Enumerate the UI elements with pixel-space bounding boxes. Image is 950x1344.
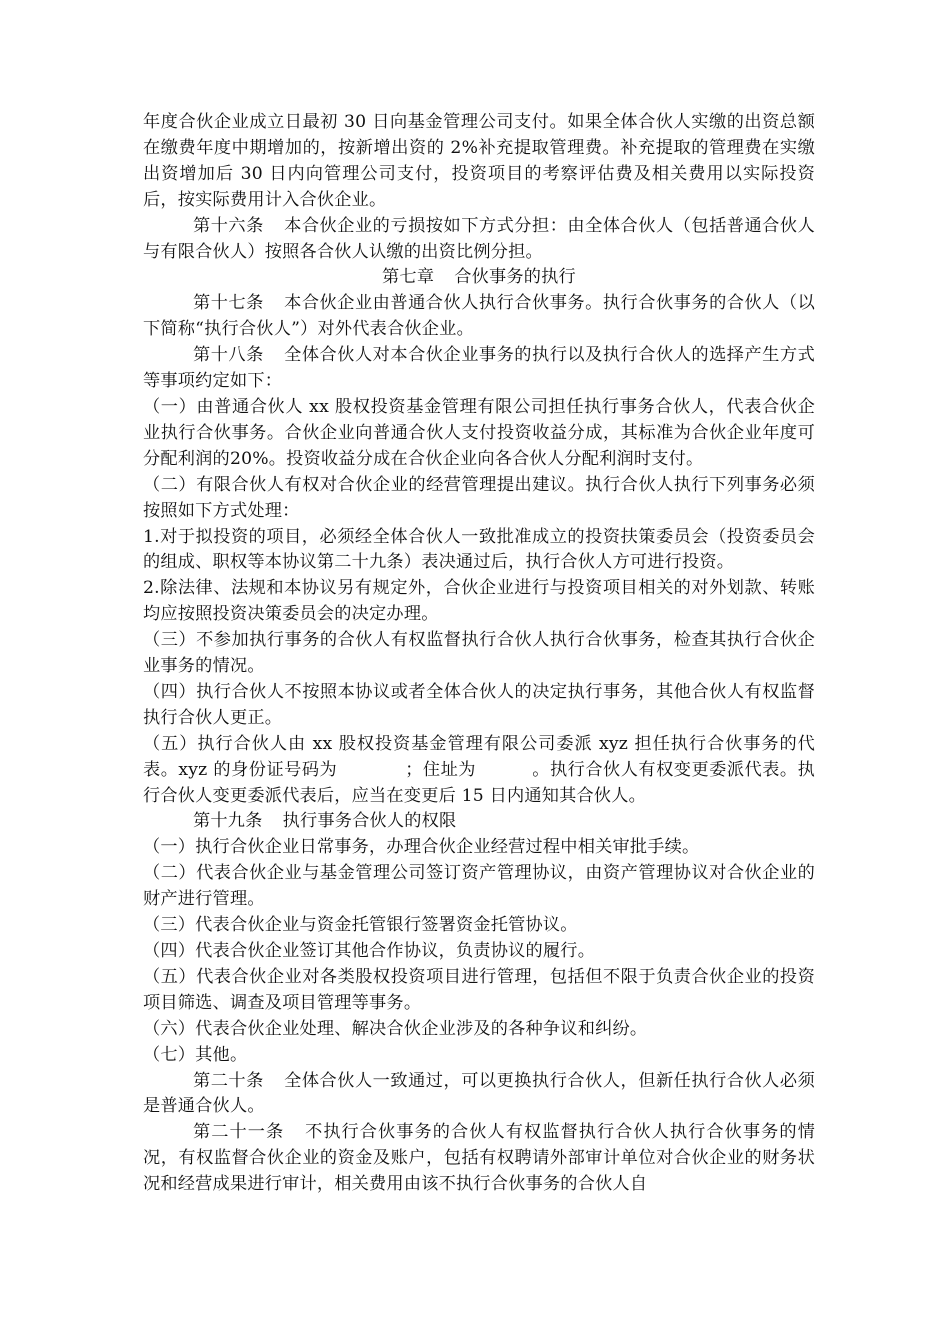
article-16-text: 本合伙企业的亏损按如下方式分担：由全体合伙人（包括普通合伙人与有限合伙人）按照各合伙人认缴的出资比例分担。: [143, 215, 815, 262]
article-19-label: 第十九条: [193, 811, 263, 832]
article-18-item-1: （一）由普通合伙人 xx 股权投资基金管理有限公司担任执行事务合伙人，代表合伙企业执行合伙事务。合伙企业向普通合伙人支付投资收益分成，其标准为合伙企业年度可分配利润的20%。投资收益分成在合伙企业向各合伙人分配利润时支付。: [143, 396, 815, 469]
article-16-label: 第十六条: [193, 215, 264, 236]
article-18-item-4: （四）执行合伙人不按照本协议或者全体合伙人的决定执行事务，其他合伙人有权监督执行合伙人更正。: [143, 681, 815, 728]
document-page: [143, 110, 815, 1198]
article-18-label: 第十八条: [193, 345, 264, 366]
article-18: [143, 343, 815, 395]
article-18-item-5: [143, 732, 815, 810]
article-18-item-5-part-a: （五）执行合伙人由 xx 股权投资基金管理有限公司委派 xyz 担任执行合伙事务的代表。xyz 的身份证号码为: [143, 733, 815, 780]
article-18-item-2-sub-2: 2.除法律、法规和本协议另有规定外，合伙企业进行与投资项目相关的对外划款、转账均应按照投资决策委员会的决定办理。: [143, 578, 815, 625]
article-17-label: 第十七条: [193, 293, 264, 314]
paragraph-management-fee: 年度合伙企业成立日最初 30 日向基金管理公司支付。如果全体合伙人实缴的出资总额在缴费年度中期增加的，按新增出资的 2%补充提取管理费。补充提取的管理费在实缴出资增加后 30 日内向管理公司支付，投资项目的考察评估费及相关费用以实际投资后，按实际费用计入合伙企业。: [143, 112, 815, 210]
article-17-text: 本合伙企业由普通合伙人执行合伙事务。执行合伙事务的合伙人（以下简称“执行合伙人”）对外代表合伙企业。: [143, 293, 815, 340]
article-18-item-2-sub-1: 1.对于拟投资的项目，必须经全体合伙人一致批准成立的投资扶策委员会（投资委员会的组成、职权等本协议第二十九条）表决通过后，执行合伙人方可进行投资。: [143, 526, 815, 573]
article-18-item-5-part-b: ；住址为: [405, 759, 476, 780]
chapter-7-label: 第七章: [382, 267, 435, 288]
article-21: [143, 1120, 815, 1198]
article-19-title: 执行事务合伙人的权限: [282, 811, 457, 832]
article-18-item-2: （二）有限合伙人有权对合伙企业的经营管理提出建议。执行合伙人执行下列事务必须按照如下方式处理：: [143, 474, 815, 521]
article-21-text: 不执行合伙事务的合伙人有权监督执行合伙人执行合伙事务的情况，有权监督合伙企业的资金及账户，包括有权聘请外部审计单位对合伙企业的财务状况和经营成果进行审计，相关费用由该不执行合伙事务的合伙人自: [143, 1122, 815, 1195]
article-16: [143, 214, 815, 266]
chapter-7-title: 合伙事务的执行: [454, 267, 576, 288]
chapter-7-heading: [143, 265, 815, 291]
article-19-item-4: （四）代表合伙企业签订其他合作协议，负责协议的履行。: [143, 941, 596, 961]
article-17: [143, 291, 815, 343]
article-19-item-5: （五）代表合伙企业对各类股权投资项目进行管理，包括但不限于负责合伙企业的投资项目筛选、调查及项目管理等事务。: [143, 966, 815, 1013]
article-20-label: 第二十条: [193, 1070, 264, 1091]
article-20-text: 全体合伙人一致通过，可以更换执行合伙人，但新任执行合伙人必须是普通合伙人。: [143, 1070, 815, 1117]
article-20: [143, 1069, 815, 1121]
article-18-text: 全体合伙人对本合伙企业事务的执行以及执行合伙人的选择产生方式等事项约定如下：: [143, 345, 815, 392]
article-19-item-6: （六）代表合伙企业处理、解决合伙企业涉及的各种争议和纠纷。: [143, 1018, 648, 1039]
article-19-item-7: （七）其他。: [143, 1044, 248, 1065]
article-19-item-1: （一）执行合伙企业日常事务，办理合伙企业经营过程中相关审批手续。: [143, 837, 700, 858]
article-19-heading: [143, 809, 815, 835]
article-19-item-3: （三）代表合伙企业与资金托管银行签署资金托管协议。: [143, 915, 578, 936]
article-21-label: 第二十一条: [193, 1122, 285, 1143]
article-18-item-3: （三）不参加执行事务的合伙人有权监督执行合伙人执行合伙事务，检查其执行合伙企业事务的情况。: [143, 630, 815, 677]
article-18-item-5-part-c: 。执行合伙人有权变更委派代表。执行合伙人变更委派代表后，应当在变更后 15 日内通知其合伙人。: [143, 759, 815, 806]
article-19-item-2: （二）代表合伙企业与基金管理公司签订资产管理协议，由资产管理协议对合伙企业的财产进行管理。: [143, 863, 815, 910]
